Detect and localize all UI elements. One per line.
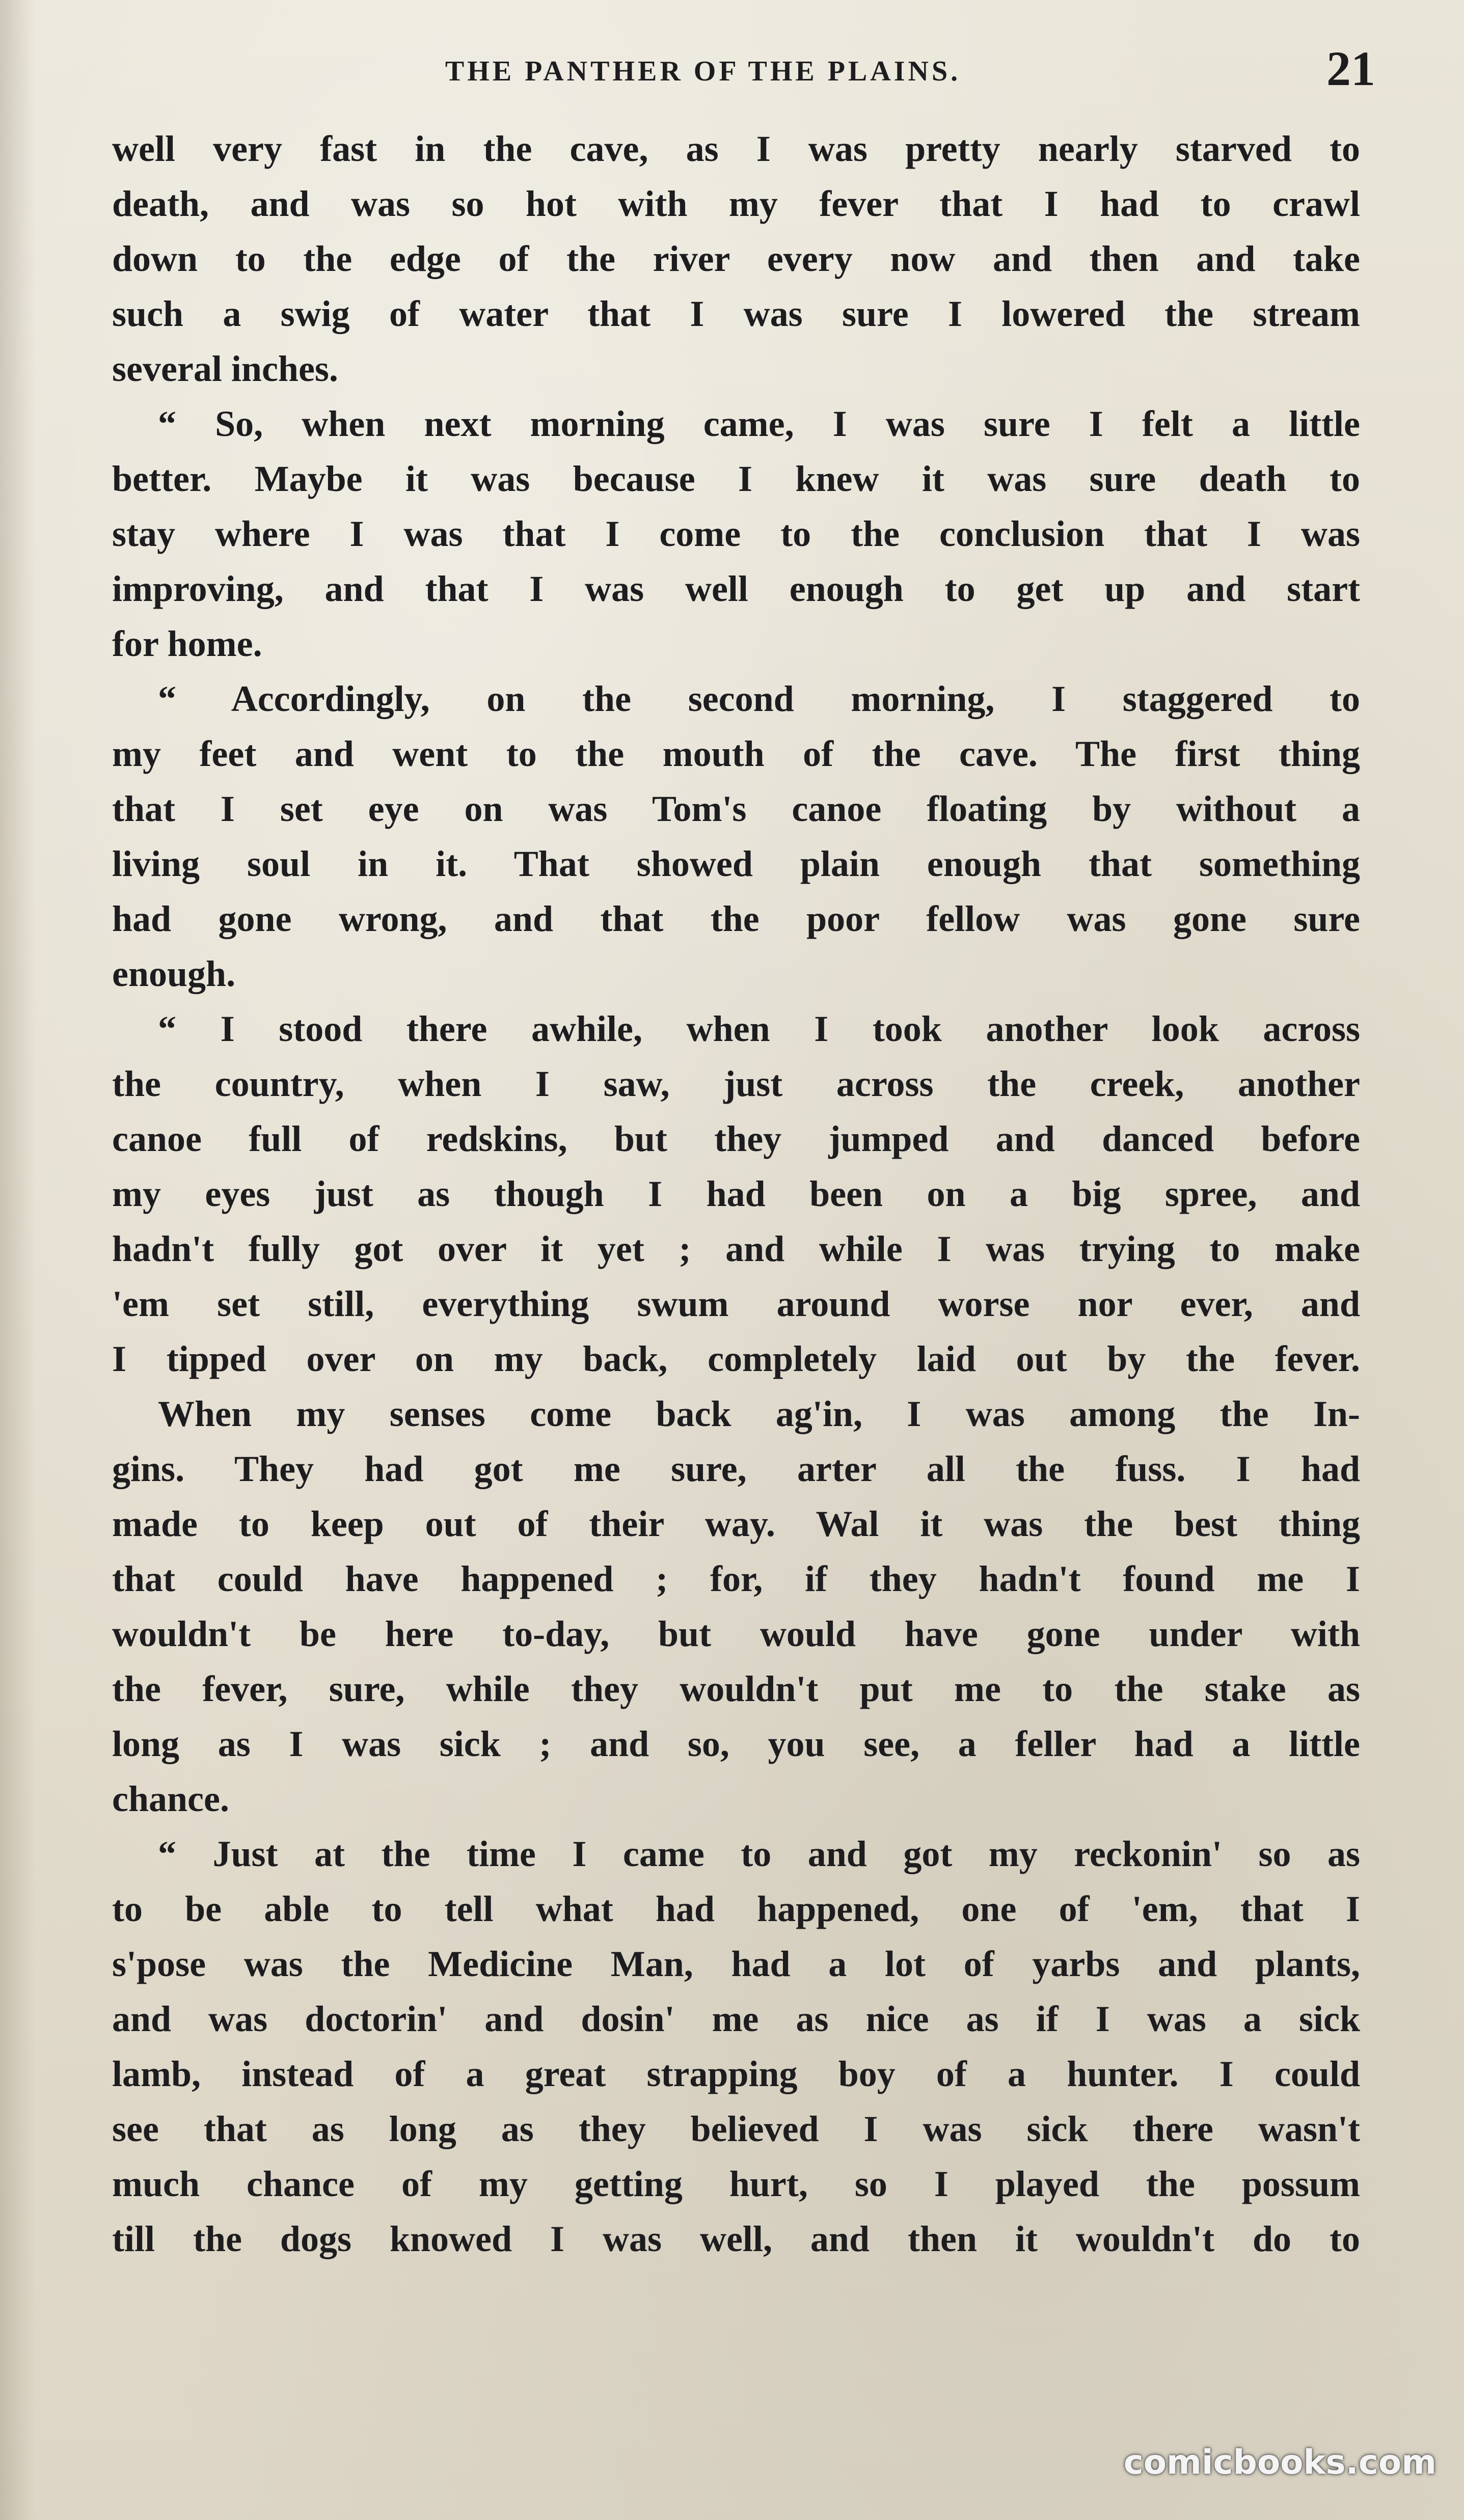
text-line: “ I stood there awhile, when I took another look across (158, 1008, 1360, 1049)
text-line: I tipped over on my back, completely laid out by the fever. (112, 1338, 1360, 1379)
text-line: down to the edge of the river every now and then and take (112, 238, 1360, 279)
text-line: s'pose was the Medicine Man, had a lot of yarbs and plants, (112, 1943, 1360, 1984)
text-line: wouldn't be here to-day, but would have gone under with (112, 1613, 1360, 1654)
text-line: canoe full of redskins, but they jumped and danced before (112, 1118, 1360, 1159)
text-line: my feet and went to the mouth of the cave. The first thing (112, 733, 1360, 774)
text-line: improving, and that I was well enough to get up and start (112, 568, 1360, 609)
text-line: the country, when I saw, just across the creek, another (112, 1063, 1360, 1104)
text-line: 'em set still, everything swum around worse nor ever, and (112, 1283, 1360, 1324)
text-line: that could have happened ; for, if they hadn't found me I (112, 1558, 1360, 1599)
text-line: see that as long as they believed I was sick there wasn't (112, 2108, 1360, 2149)
text-line: better. Maybe it was because I knew it was sure death to (112, 458, 1360, 499)
text-line: hadn't fully got over it yet ; and while I was trying to make (112, 1228, 1360, 1269)
text-line: When my senses come back ag'in, I was among the In- (158, 1393, 1360, 1434)
text-line: such a swig of water that I was sure I lowered the stream (112, 293, 1360, 334)
text-line: “ So, when next morning came, I was sure I felt a little (158, 403, 1360, 444)
text-line: several inches. (112, 348, 338, 389)
text-line: to be able to tell what had happened, one of 'em, that I (112, 1888, 1360, 1929)
text-line: chance. (112, 1778, 229, 1819)
text-line: till the dogs knowed I was well, and then it wouldn't do to (112, 2218, 1360, 2259)
text-line: the fever, sure, while they wouldn't put me to the stake as (112, 1668, 1360, 1709)
page-number: 21 (1326, 41, 1375, 96)
text-line: stay where I was that I come to the conclusion that I was (112, 513, 1360, 554)
text-line: “ Accordingly, on the second morning, I staggered to (158, 678, 1360, 719)
text-line: for home. (112, 623, 262, 664)
body-text (112, 121, 1360, 2266)
text-line: gins. They had got me sure, arter all the fuss. I had (112, 1448, 1360, 1489)
text-line: “ Just at the time I came to and got my reckonin' so as (158, 1833, 1360, 1874)
text-line: well very fast in the cave, as I was pretty nearly starved to (112, 128, 1360, 169)
text-line: my eyes just as though I had been on a big spree, and (112, 1173, 1360, 1214)
page-edge-shadow (0, 0, 36, 2520)
text-line: that I set eye on was Tom's canoe floating by without a (112, 788, 1360, 829)
text-line: made to keep out of their way. Wal it was the best thing (112, 1503, 1360, 1544)
text-line: lamb, instead of a great strapping boy of a hunter. I could (112, 2053, 1360, 2094)
text-line: long as I was sick ; and so, you see, a feller had a little (112, 1723, 1360, 1764)
text-line: had gone wrong, and that the poor fellow was gone sure (112, 898, 1360, 939)
text-line: death, and was so hot with my fever that I had to crawl (112, 183, 1360, 224)
running-head: THE PANTHER OF THE PLAINS. (445, 56, 961, 87)
site-watermark: comicbooks.com (1123, 2443, 1436, 2482)
text-line: living soul in it. That showed plain enough that something (112, 843, 1360, 884)
text-line: and was doctorin' and dosin' me as nice as if I was a sick (112, 1998, 1360, 2039)
text-line: enough. (112, 953, 236, 994)
text-line: much chance of my getting hurt, so I played the possum (112, 2163, 1360, 2204)
